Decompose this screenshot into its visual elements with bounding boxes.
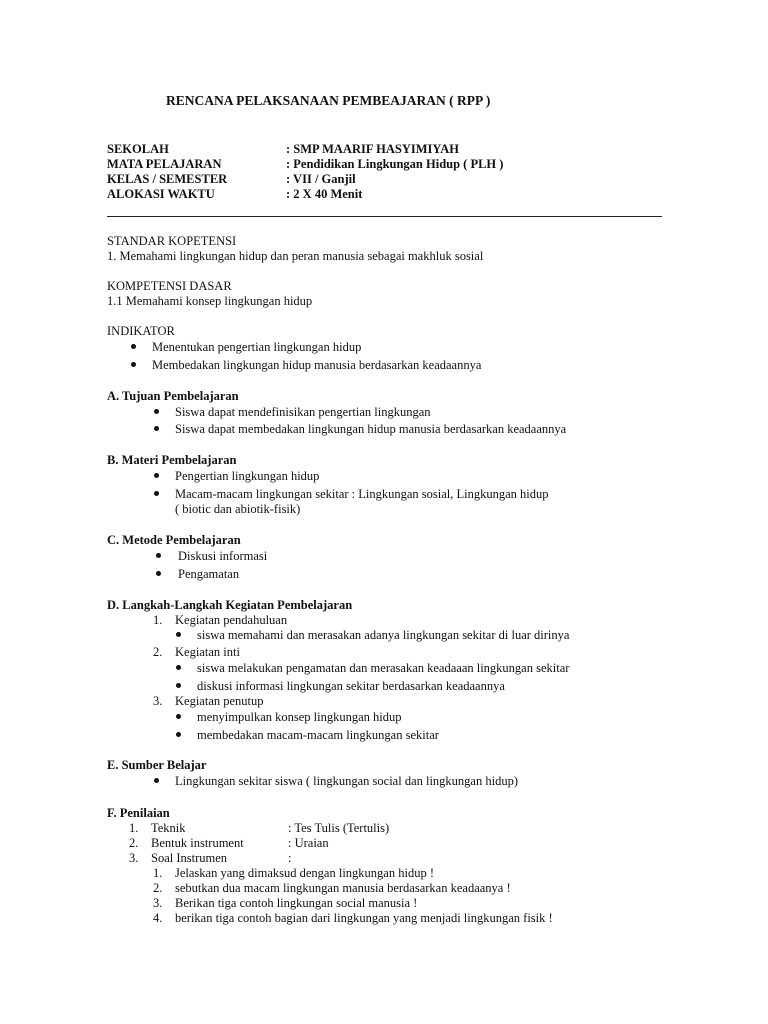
bullet-icon — [154, 409, 159, 414]
identity-label-sekolah: SEKOLAH — [107, 142, 169, 156]
assessment-row-value: : — [288, 851, 292, 865]
indikator-item: Membedakan lingkungan hidup manusia berdasarkan keadaannya — [152, 358, 482, 372]
step-label: Kegiatan inti — [175, 645, 240, 659]
section-e-heading: E. Sumber Belajar — [107, 758, 207, 772]
standar-heading: STANDAR KOPETENSI — [107, 234, 237, 248]
section-a-item: Siswa dapat membedakan lingkungan hidup manusia berdasarkan keadaannya — [175, 422, 567, 436]
bullet-icon — [131, 362, 136, 367]
section-b-item: Macam-macam lingkungan sekitar : Lingkungan sosial, Lingkungan hidup — [175, 487, 549, 501]
identity-value-alokasi: : 2 X 40 Menit — [286, 187, 363, 201]
step-label: Kegiatan pendahuluan — [175, 613, 288, 627]
kompetensi-text: 1.1 Memahami konsep lingkungan hidup — [107, 294, 313, 308]
question-number: 3. — [153, 896, 163, 910]
header-divider — [107, 216, 662, 217]
step-item: membedakan macam-macam lingkungan sekitar — [197, 728, 439, 742]
step-label: Kegiatan penutup — [175, 694, 264, 708]
question-text: Jelaskan yang dimaksud dengan lingkungan hidup ! — [175, 866, 434, 880]
bullet-icon — [176, 714, 181, 719]
section-b-item-continuation: ( biotic dan abiotik-fisik) — [175, 502, 301, 516]
section-a-heading: A. Tujuan Pembelajaran — [107, 389, 239, 403]
indikator-heading: INDIKATOR — [107, 324, 175, 338]
question-text: berikan tiga contoh bagian dari lingkungan yang menjadi lingkungan fisik ! — [175, 911, 553, 925]
question-text: Berikan tiga contoh lingkungan social manusia ! — [175, 896, 418, 910]
question-number: 1. — [153, 866, 163, 880]
assessment-row-number: 1. — [129, 821, 139, 835]
section-e-item: Lingkungan sekitar siswa ( lingkungan social dan lingkungan hidup) — [175, 774, 518, 788]
assessment-row-label: Soal Instrumen — [151, 851, 228, 865]
section-f-heading: F. Penilaian — [107, 806, 170, 820]
document-title: RENCANA PELAKSANAAN PEMBEAJARAN ( RPP ) — [166, 93, 491, 108]
question-number: 2. — [153, 881, 163, 895]
bullet-icon — [154, 426, 159, 431]
bullet-icon — [176, 732, 181, 737]
step-number: 1. — [153, 613, 163, 627]
section-a-item: Siswa dapat mendefinisikan pengertian lingkungan — [175, 405, 431, 419]
assessment-row-number: 2. — [129, 836, 139, 850]
bullet-icon — [176, 632, 181, 637]
standar-text: 1. Memahami lingkungan hidup dan peran manusia sebagai makhluk sosial — [107, 249, 484, 263]
identity-value-sekolah: : SMP MAARIF HASYIMIYAH — [286, 142, 460, 156]
step-number: 2. — [153, 645, 163, 659]
section-c-item: Pengamatan — [178, 567, 240, 581]
identity-label-alokasi: ALOKASI WAKTU — [107, 187, 215, 201]
bullet-icon — [156, 571, 161, 576]
step-number: 3. — [153, 694, 163, 708]
identity-label-kelas: KELAS / SEMESTER — [107, 172, 228, 186]
assessment-row-label: Bentuk instrument — [151, 836, 244, 850]
identity-label-mapel: MATA PELAJARAN — [107, 157, 222, 171]
assessment-row-value: : Uraian — [288, 836, 329, 850]
bullet-icon — [154, 778, 159, 783]
identity-value-mapel: : Pendidikan Lingkungan Hidup ( PLH ) — [286, 157, 504, 171]
step-item: diskusi informasi lingkungan sekitar berdasarkan keadaannya — [197, 679, 505, 693]
assessment-row-label: Teknik — [151, 821, 186, 835]
section-b-heading: B. Materi Pembelajaran — [107, 453, 237, 467]
step-item: siswa melakukan pengamatan dan merasakan keadaaan lingkungan sekitar — [197, 661, 570, 675]
indikator-item: Menentukan pengertian lingkungan hidup — [152, 340, 362, 354]
kompetensi-heading: KOMPETENSI DASAR — [107, 279, 232, 293]
assessment-row-value: : Tes Tulis (Tertulis) — [288, 821, 390, 835]
identity-value-kelas: : VII / Ganjil — [286, 172, 356, 186]
step-item: menyimpulkan konsep lingkungan hidup — [197, 710, 402, 724]
section-c-item: Diskusi informasi — [178, 549, 268, 563]
section-d-heading: D. Langkah-Langkah Kegiatan Pembelajaran — [107, 598, 353, 612]
bullet-icon — [176, 665, 181, 670]
section-c-heading: C. Metode Pembelajaran — [107, 533, 241, 547]
question-text: sebutkan dua macam lingkungan manusia berdasarkan keadaanya ! — [175, 881, 511, 895]
bullet-icon — [131, 344, 136, 349]
assessment-row-number: 3. — [129, 851, 139, 865]
bullet-icon — [154, 491, 159, 496]
bullet-icon — [176, 683, 181, 688]
step-item: siswa memahami dan merasakan adanya lingkungan sekitar di luar dirinya — [197, 628, 570, 642]
section-b-item: Pengertian lingkungan hidup — [175, 469, 320, 483]
bullet-icon — [154, 473, 159, 478]
bullet-icon — [156, 553, 161, 558]
question-number: 4. — [153, 911, 163, 925]
